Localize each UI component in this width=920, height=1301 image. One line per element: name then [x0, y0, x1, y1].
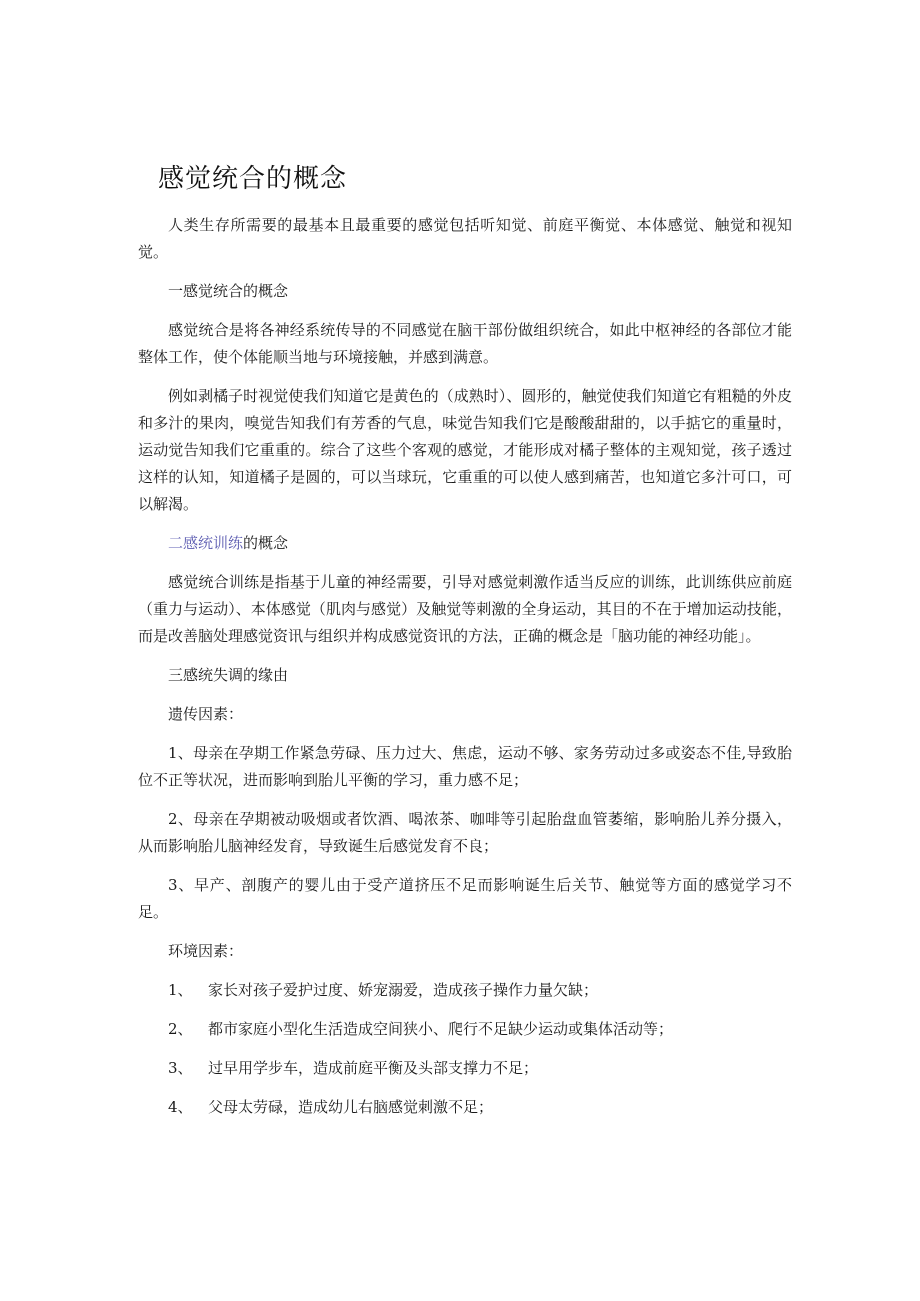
page-title: 感觉统合的概念 [158, 164, 348, 194]
section2-heading-link[interactable]: 感统训练 [183, 534, 244, 552]
genetic-item: 2、母亲在孕期被动吸烟或者饮酒、喝浓茶、咖啡等引起胎盘血管萎缩，影响胎儿养分摄入，从而影响胎儿脑神经发育，导致诞生后感觉发育不良； [138, 810, 792, 855]
list-number: 2、 [168, 1020, 193, 1038]
genetic-item: 1、母亲在孕期工作紧急劳碌、压力过大、焦虑，运动不够、家务劳动过多或姿态不佳,导致胎位不正等状况，进而影响到胎儿平衡的学习，重力感不足； [138, 744, 792, 789]
list-number: 3、 [168, 1059, 193, 1077]
section2-heading-prefix: 二 [168, 534, 184, 552]
genetic-factors-label: 遗传因素： [168, 705, 244, 723]
environment-item [138, 1094, 792, 1121]
environment-item [138, 1016, 792, 1043]
list-text: 都市家庭小型化生活造成空间狭小、爬行不足缺少运动或集体活动等； [208, 1020, 674, 1038]
environment-item [138, 1055, 792, 1082]
list-text: 家长对孩子爱护过度、娇宠溺爱，造成孩子操作力量欠缺； [208, 981, 599, 999]
section2-paragraph: 感觉统合训练是指基于儿童的神经需要，引导对感觉刺激作适当反应的训练，此训练供应前庭（重力与运动）、本体感觉（肌肉与感觉）及触觉等刺激的全身运动，其目的不在于增加运动技能，而是改善脑处理感觉资讯与组织并构成感觉资讯的方法，正确的概念是「脑功能的神经功能」。 [138, 573, 792, 645]
section3-heading: 三感统失调的缘由 [168, 666, 289, 684]
section1-heading: 一感觉统合的概念 [168, 282, 289, 300]
list-text: 过早用学步车，造成前庭平衡及头部支撑力不足； [208, 1059, 539, 1077]
genetic-item: 3、早产、剖腹产的婴儿由于受产道挤压不足而影响诞生后关节、触觉等方面的感觉学习不足。 [138, 876, 792, 921]
list-number: 1、 [168, 981, 193, 999]
document-body [138, 212, 792, 1133]
section1-paragraph-2: 例如剥橘子时视觉使我们知道它是黄色的（成熟时）、圆形的，触觉使我们知道它有粗糙的外皮和多汁的果肉，嗅觉告知我们有芳香的气息，味觉告知我们它是酸酸甜甜的，以手掂它的重量时，运动觉告知我们它重重的。综合了这些个客观的感觉，才能形成对橘子整体的主观知觉，孩子透过这样的认知，知道橘子是圆的，可以当球玩，它重重的可以使人感到痛苦，也知道它多汁可口，可以解渴。 [138, 387, 792, 513]
environment-item [138, 977, 792, 1004]
intro-paragraph: 人类生存所需要的最基本且最重要的感觉包括听知觉、前庭平衡觉、本体感觉、触觉和视知觉。 [138, 216, 792, 261]
environment-factors-label: 环境因素： [168, 942, 244, 960]
section1-paragraph-1: 感觉统合是将各神经系统传导的不同感觉在脑干部份做组织统合，如此中枢神经的各部位才能整体工作，使个体能顺当地与环境接触，并感到满意。 [138, 321, 792, 366]
section2-heading [138, 530, 792, 557]
list-text: 父母太劳碌，造成幼儿右脑感觉刺激不足； [208, 1098, 494, 1116]
list-number: 4、 [168, 1098, 193, 1116]
section2-heading-suffix: 的概念 [243, 534, 289, 552]
